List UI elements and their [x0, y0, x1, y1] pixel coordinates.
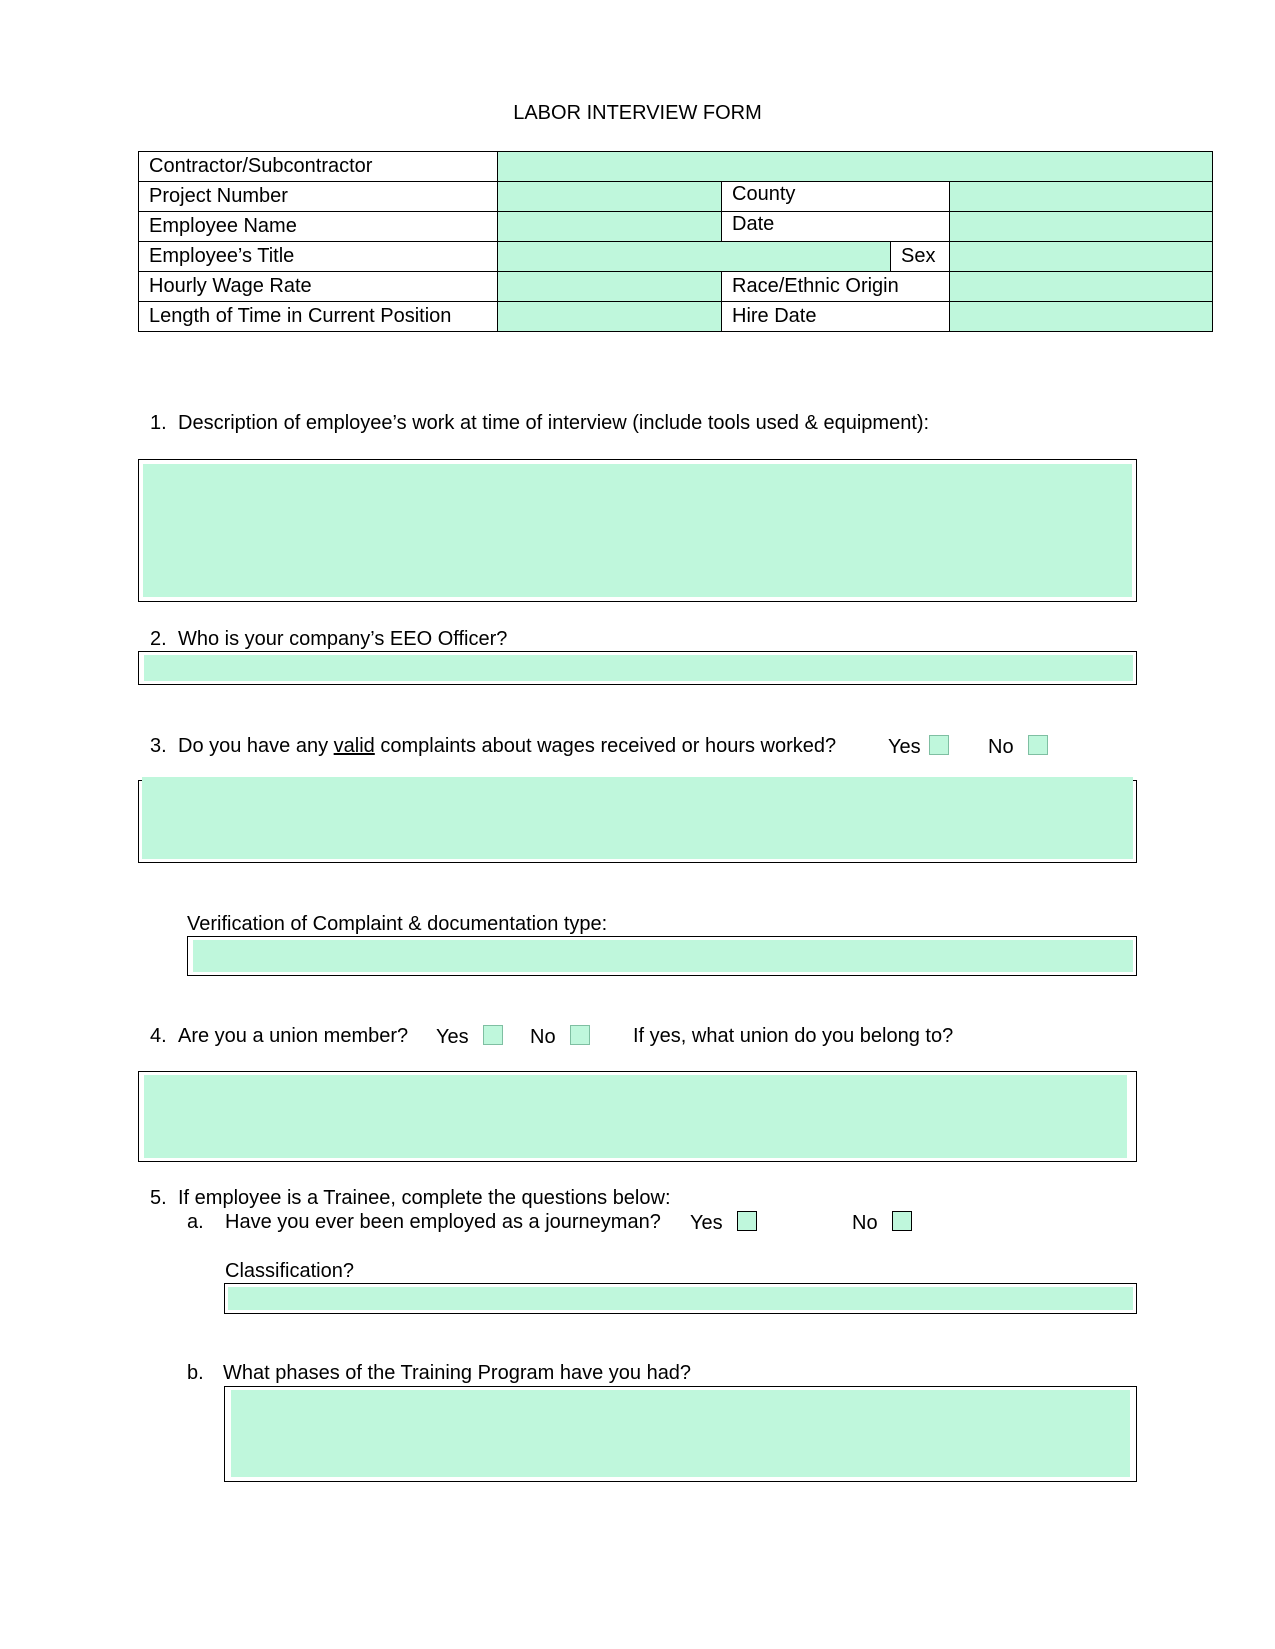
question-4: [150, 1025, 408, 1048]
question-5b: [187, 1362, 691, 1385]
contractor-field[interactable]: [498, 152, 1213, 182]
verification-answer-field[interactable]: [193, 940, 1133, 972]
hourly-wage-label: Hourly Wage Rate: [139, 272, 498, 302]
employee-name-field[interactable]: [498, 212, 722, 242]
question-5a-yes-label: Yes: [690, 1212, 723, 1234]
question-1: [150, 412, 929, 435]
question-5b-letter: b.: [187, 1362, 204, 1384]
project-number-label: Project Number: [139, 182, 498, 212]
question-3-text-underlined: valid: [333, 735, 375, 757]
question-5a: [187, 1211, 661, 1234]
sex-field[interactable]: [950, 242, 1213, 272]
county-label: County: [722, 182, 950, 212]
question-1-answer-field[interactable]: [143, 464, 1132, 597]
question-1-answer-box[interactable]: [138, 459, 1137, 602]
question-4-answer-field[interactable]: [144, 1075, 1127, 1158]
question-5a-no-label: No: [852, 1212, 878, 1234]
question-5a-letter: a.: [187, 1211, 204, 1233]
project-number-field[interactable]: [498, 182, 722, 212]
question-2-answer-field[interactable]: [144, 655, 1133, 681]
date-field[interactable]: [950, 212, 1213, 242]
question-5b-answer-box[interactable]: [224, 1386, 1137, 1482]
question-3-text-before: Do you have any: [178, 735, 334, 757]
question-4-no-label: No: [530, 1026, 556, 1048]
classification-label: Classification?: [225, 1260, 354, 1282]
question-1-number: 1.: [150, 412, 167, 434]
question-4-text: Are you a union member?: [178, 1025, 409, 1047]
employee-name-label: Employee Name: [139, 212, 498, 242]
question-5b-answer-field[interactable]: [231, 1390, 1130, 1477]
verification-answer-box[interactable]: [187, 936, 1137, 976]
question-3-number: 3.: [150, 735, 167, 757]
question-3-yes-checkbox[interactable]: [929, 735, 949, 755]
question-4-yes-checkbox[interactable]: [483, 1025, 503, 1045]
length-time-label: Length of Time in Current Position: [139, 302, 498, 332]
question-3-yes-option: [888, 735, 949, 759]
employee-title-label: Employee’s Title: [139, 242, 498, 272]
question-5-text: If employee is a Trainee, complete the questions below:: [178, 1187, 671, 1209]
question-3-no-label: No: [988, 736, 1014, 758]
question-5-number: 5.: [150, 1187, 167, 1209]
verification-label: Verification of Complaint & documentation type:: [187, 913, 608, 935]
question-4-no-option: [530, 1025, 590, 1049]
length-time-field[interactable]: [498, 302, 722, 332]
question-3-yes-label: Yes: [888, 736, 921, 758]
question-2-text: Who is your company’s EEO Officer?: [178, 628, 508, 650]
question-3-no-checkbox[interactable]: [1028, 735, 1048, 755]
race-field[interactable]: [950, 272, 1213, 302]
row-length: [139, 302, 1213, 332]
question-1-text: Description of employee’s work at time of interview (include tools used & equipment):: [178, 412, 930, 434]
question-5a-yes-option: [690, 1211, 757, 1235]
question-5a-no-option: [852, 1211, 912, 1235]
question-4-no-checkbox[interactable]: [570, 1025, 590, 1045]
header-info-table: [138, 151, 1213, 332]
question-5a-no-checkbox[interactable]: [892, 1211, 912, 1231]
date-label: Date: [722, 212, 950, 242]
row-title: [139, 242, 1213, 272]
question-2-number: 2.: [150, 628, 167, 650]
form-title: LABOR INTERVIEW FORM: [513, 102, 762, 124]
row-project: [139, 182, 1213, 212]
question-2: [150, 628, 507, 651]
question-3-text-after: complaints about wages received or hours worked?: [374, 735, 837, 757]
question-3-answer-field[interactable]: [142, 777, 1133, 859]
question-2-answer-box[interactable]: [138, 651, 1137, 685]
question-5a-text: Have you ever been employed as a journeyman?: [225, 1211, 661, 1233]
question-5: [150, 1187, 671, 1210]
question-5a-yes-checkbox[interactable]: [737, 1211, 757, 1231]
row-employee: [139, 212, 1213, 242]
question-4-yes-label: Yes: [436, 1026, 469, 1048]
question-3-answer-box[interactable]: [138, 780, 1137, 863]
row-contractor: [139, 152, 1213, 182]
hire-date-label: Hire Date: [722, 302, 950, 332]
classification-answer-field[interactable]: [228, 1287, 1133, 1310]
classification-answer-box[interactable]: [224, 1283, 1137, 1314]
question-4-yes-option: [436, 1025, 503, 1049]
question-3: [150, 735, 836, 758]
hire-date-field[interactable]: [950, 302, 1213, 332]
contractor-label: Contractor/Subcontractor: [139, 152, 498, 182]
question-5b-text: What phases of the Training Program have you had?: [223, 1362, 692, 1384]
question-4-answer-box[interactable]: [138, 1071, 1137, 1162]
race-label: Race/Ethnic Origin: [722, 272, 950, 302]
employee-title-field[interactable]: [498, 242, 891, 272]
question-3-no-option: [988, 735, 1048, 759]
question-4-followup: If yes, what union do you belong to?: [633, 1025, 954, 1047]
county-field[interactable]: [950, 182, 1213, 212]
question-4-number: 4.: [150, 1025, 167, 1047]
row-wage: [139, 272, 1213, 302]
hourly-wage-field[interactable]: [498, 272, 722, 302]
sex-label: Sex: [891, 242, 950, 272]
